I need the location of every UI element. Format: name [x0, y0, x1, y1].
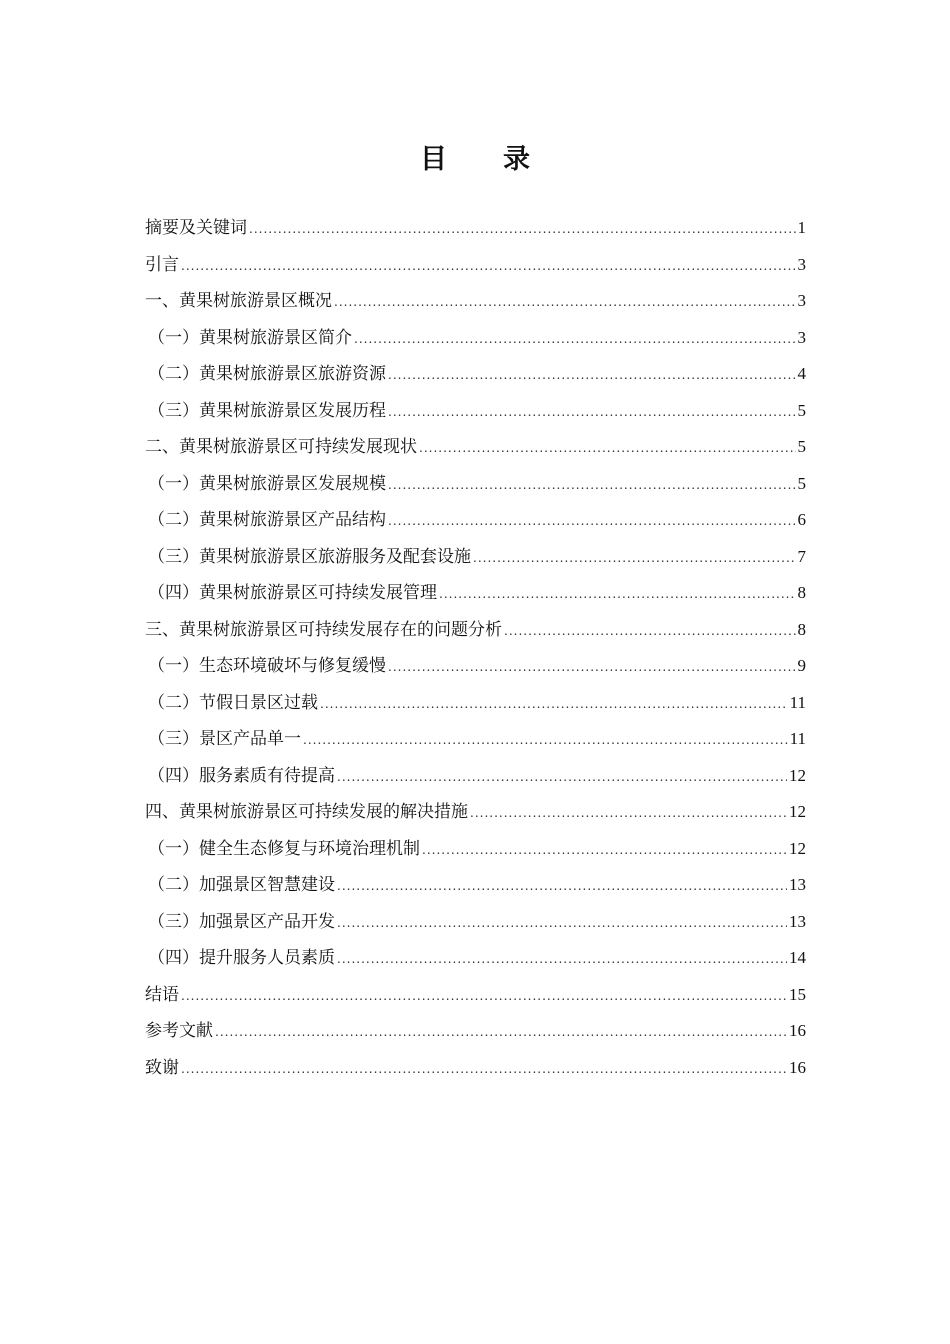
toc-entry-label: 三、黄果树旅游景区可持续发展存在的问题分析	[145, 619, 502, 640]
toc-entry[interactable]	[145, 356, 806, 393]
toc-dot-leader	[354, 321, 796, 358]
toc-entry[interactable]	[145, 502, 806, 539]
toc-entry-page-number: 7	[797, 546, 806, 566]
toc-entry-page-number: 16	[789, 1021, 806, 1040]
toc-entry-page-number: 3	[797, 327, 806, 347]
toc-dot-leader	[504, 613, 796, 650]
toc-dot-leader	[337, 759, 787, 796]
toc-entry[interactable]	[145, 539, 806, 576]
toc-dot-leader	[419, 430, 796, 467]
toc-entry-label: 引言	[145, 254, 179, 275]
toc-dot-leader	[337, 905, 787, 942]
toc-entry-label: （三）黄果树旅游景区旅游服务及配套设施	[148, 546, 471, 567]
toc-entry[interactable]	[145, 685, 806, 722]
toc-dot-leader	[249, 211, 796, 248]
toc-dot-leader	[181, 978, 787, 1015]
toc-entry[interactable]	[145, 283, 806, 320]
toc-entry[interactable]	[145, 210, 806, 247]
toc-dot-leader	[215, 1014, 787, 1051]
toc-entry[interactable]	[145, 1050, 806, 1087]
toc-dot-leader	[303, 722, 788, 759]
toc-entry-label: 一、黄果树旅游景区概况	[145, 291, 332, 311]
toc-entry-page-number: 5	[797, 400, 806, 420]
toc-entry-label: （一）健全生态修复与环境治理机制	[148, 838, 420, 859]
toc-entry-label: （二）黄果树旅游景区产品结构	[148, 510, 386, 530]
toc-dot-leader	[337, 868, 787, 905]
toc-entry-page-number: 12	[789, 765, 806, 785]
toc-entry-label: 摘要及关键词	[145, 218, 247, 238]
toc-dot-leader	[320, 686, 788, 723]
toc-dot-leader	[422, 832, 787, 869]
toc-entry-page-number: 11	[789, 729, 806, 748]
toc-entry-label: （一）黄果树旅游景区发展规模	[148, 473, 386, 494]
toc-entry[interactable]	[145, 320, 806, 357]
toc-entry-page-number: 5	[797, 473, 806, 493]
toc-entry-label: 结语	[145, 984, 179, 1005]
toc-entry-label: 致谢	[145, 1057, 179, 1078]
toc-entry[interactable]	[145, 758, 806, 795]
toc-entry[interactable]	[145, 1013, 806, 1050]
toc-entry-label: （三）景区产品单一	[148, 729, 301, 749]
toc-entry-label: （三）黄果树旅游景区发展历程	[148, 400, 386, 421]
toc-dot-leader	[181, 1051, 787, 1088]
toc-entry[interactable]	[145, 429, 806, 466]
toc-entry-page-number: 12	[789, 802, 806, 821]
toc-dot-leader	[388, 394, 796, 431]
toc-entry[interactable]	[145, 831, 806, 868]
toc-entry-page-number: 13	[789, 911, 806, 931]
toc-entry[interactable]	[145, 867, 806, 904]
toc-entry-page-number: 9	[797, 656, 806, 675]
toc-entry[interactable]	[145, 904, 806, 941]
toc-entry[interactable]	[145, 721, 806, 758]
toc-entry-label: 二、黄果树旅游景区可持续发展现状	[145, 437, 417, 457]
toc-dot-leader	[470, 795, 787, 832]
toc-dot-leader	[473, 540, 796, 577]
toc-entry-page-number: 8	[797, 619, 806, 639]
toc-entry[interactable]	[145, 977, 806, 1014]
toc-dot-leader	[334, 284, 796, 321]
toc-dot-leader	[388, 649, 796, 686]
toc-entry-label: （四）服务素质有待提高	[148, 765, 335, 786]
toc-entry-page-number: 15	[789, 984, 806, 1004]
toc-entry-label: （二）黄果树旅游景区旅游资源	[148, 364, 386, 384]
toc-entry-page-number: 1	[797, 218, 806, 237]
toc-entry[interactable]	[145, 794, 806, 831]
toc-entry[interactable]	[145, 940, 806, 977]
toc-entry[interactable]	[145, 466, 806, 503]
toc-entry[interactable]	[145, 612, 806, 649]
toc-entry[interactable]	[145, 247, 806, 284]
toc-dot-leader	[388, 503, 796, 540]
toc-entry[interactable]	[145, 575, 806, 612]
toc-entry-label: （四）提升服务人员素质	[148, 948, 335, 968]
toc-entry-page-number: 13	[789, 875, 806, 894]
toc-entry-label: （一）生态环境破坏与修复缓慢	[148, 656, 386, 676]
page-title: 目录	[420, 144, 586, 176]
toc-dot-leader	[181, 248, 796, 285]
toc-entry-page-number: 8	[797, 583, 806, 602]
toc-entry-page-number: 3	[797, 291, 806, 310]
toc-entry-page-number: 4	[797, 364, 806, 383]
toc-entry-page-number: 12	[789, 838, 806, 858]
toc-entry-page-number: 3	[797, 254, 806, 274]
toc-entry-label: （三）加强景区产品开发	[148, 911, 335, 932]
toc-entry-label: （四）黄果树旅游景区可持续发展管理	[148, 583, 437, 603]
toc-dot-leader	[337, 941, 787, 978]
toc-dot-leader	[439, 576, 796, 613]
toc-entry[interactable]	[145, 393, 806, 430]
toc-entry-page-number: 5	[797, 437, 806, 456]
toc-entry-page-number: 14	[789, 948, 806, 967]
table-of-contents	[145, 210, 806, 1086]
toc-dot-leader	[388, 357, 796, 394]
toc-entry-page-number: 11	[789, 692, 806, 712]
toc-dot-leader	[388, 467, 796, 504]
toc-entry[interactable]	[145, 648, 806, 685]
toc-entry-label: （二）节假日景区过载	[148, 692, 318, 713]
toc-entry-label: （二）加强景区智慧建设	[148, 875, 335, 895]
toc-entry-label: （一）黄果树旅游景区简介	[148, 327, 352, 348]
toc-entry-page-number: 6	[797, 510, 806, 529]
toc-entry-label: 参考文献	[145, 1021, 213, 1041]
toc-entry-page-number: 16	[789, 1057, 806, 1077]
toc-entry-label: 四、黄果树旅游景区可持续发展的解决措施	[145, 802, 468, 822]
